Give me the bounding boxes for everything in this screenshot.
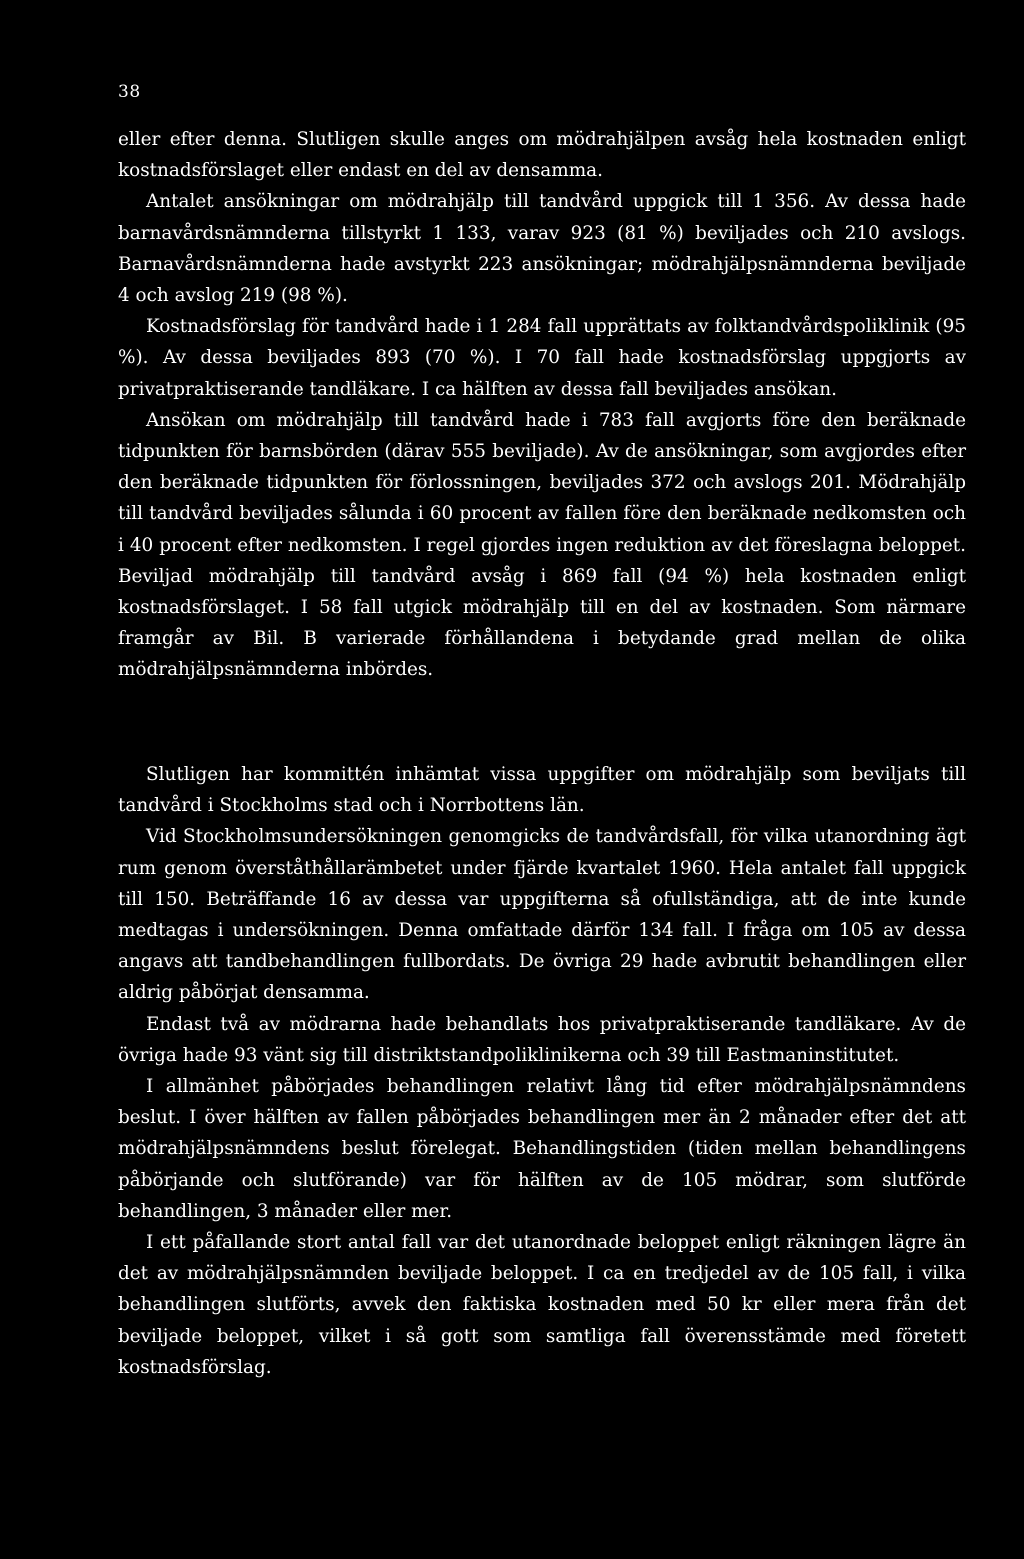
paragraph-dentist-distribution: Endast två av mödrarna hade behandlats hos privatpraktiserande tandläkare. Av de övriga hade 93 vänt sig till distriktstandpoliklinikerna och 39 till Eastmaninstitutet. xyxy=(118,1013,966,1066)
page-number: 38 xyxy=(118,82,141,102)
paragraph-continuation: eller efter denna. Slutligen skulle anges om mödrahjälpen avsåg hela kostnaden enligt kostnadsförslaget eller endast en del av densamma. xyxy=(118,129,966,182)
paragraph-application-counts: Antalet ansökningar om mödrahjälp till tandvård uppgick till 1 356. Av dessa hade barnavårdsnämnderna tillstyrkt 1 133, varav 923 (81 %) beviljades och 210 avslogs. Barnavårdsnämnderna hade avstyrkt 223 ansökningar; mödrahjälpsnämnderna beviljade 4 och avslog 219 (98 %). xyxy=(118,191,966,307)
paragraph-stockholm-study: Vid Stockholmsundersökningen genomgicks de tandvårdsfall, för vilka utanordning ägt rum genom överståthållarämbetet under fjärde kvartalet 1960. Hela antalet fall uppgick till 150. Beträffande 16 av dessa var uppgifterna så ofullständiga, att de inte kunde medtagas i undersökningen. Denna omfattade därför 134 fall. I fråga om 105 av dessa angavs att tandbehandlingen fullbordats. De övriga 29 hade avbrutit behandlingen eller aldrig påbörjat densamma. xyxy=(118,826,966,1004)
paragraph-treatment-timing: I allmänhet påbörjades behandlingen relativt lång tid efter mödrahjälpsnämndens beslut. I över hälften av fallen påbörjades behandlingen mer än 2 månader efter det att mödrahjälpsnämndens beslut förelegat. Behandlingstiden (tiden mellan behandlingens påbörjande och slutförande) var för hälften av de 105 mödrar, som slutförde behandlingen, 3 månader eller mer. xyxy=(118,1076,966,1222)
body-section-regional-study xyxy=(118,759,966,1383)
paragraph-cost-estimates: Kostnadsförslag för tandvård hade i 1 284 fall upprättats av folktandvårdspoliklinik (95 %). Av dessa beviljades 893 (70 %). I 70 fall hade kostnadsförslag uppgjorts av privatpraktiserande tandläkare. I ca hälften av dessa fall beviljades ansökan. xyxy=(118,316,966,400)
paragraph-payment-amounts: I ett påfallande stort antal fall var det utanordnade beloppet enligt räkningen lägre än det av mödrahjälpsnämnden beviljade beloppet. I ca en tredjedel av de 105 fall, i vilka behandlingen slutförts, avvek den faktiska kostnaden med 50 kr eller mera från det beviljade beloppet, vilket i så gott som samtliga fall överensstämde med företett kostnadsförslag. xyxy=(118,1232,966,1378)
paragraph-decision-timing: Ansökan om mödrahjälp till tandvård hade i 783 fall avgjorts före den beräknade tidpunkten för barnsbörden (därav 555 beviljade). Av de ansökningar, som avgjordes efter den beräknade tidpunkten för förlossningen, beviljades 372 och avslogs 201. Mödrahjälp till tandvård beviljades sålunda i 60 procent av fallen före den beräknade nedkomsten och i 40 procent efter nedkomsten. I regel gjordes ingen reduktion av det föreslagna beloppet. Beviljad mödrahjälp till tandvård avsåg i 869 fall (94 %) hela kostnaden enligt kostnadsförslaget. I 58 fall utgick mödrahjälp till en del av kostnaden. Som närmare framgår av Bil. B varierade förhållandena i betydande grad mellan de olika mödrahjälpsnämnderna inbördes. xyxy=(118,409,966,681)
paragraph-regional-intro: Slutligen har kommittén inhämtat vissa uppgifter om mödrahjälp som beviljats till tandvård i Stockholms stad och i Norrbottens län. xyxy=(118,764,966,817)
body-section-application-statistics xyxy=(118,124,966,686)
